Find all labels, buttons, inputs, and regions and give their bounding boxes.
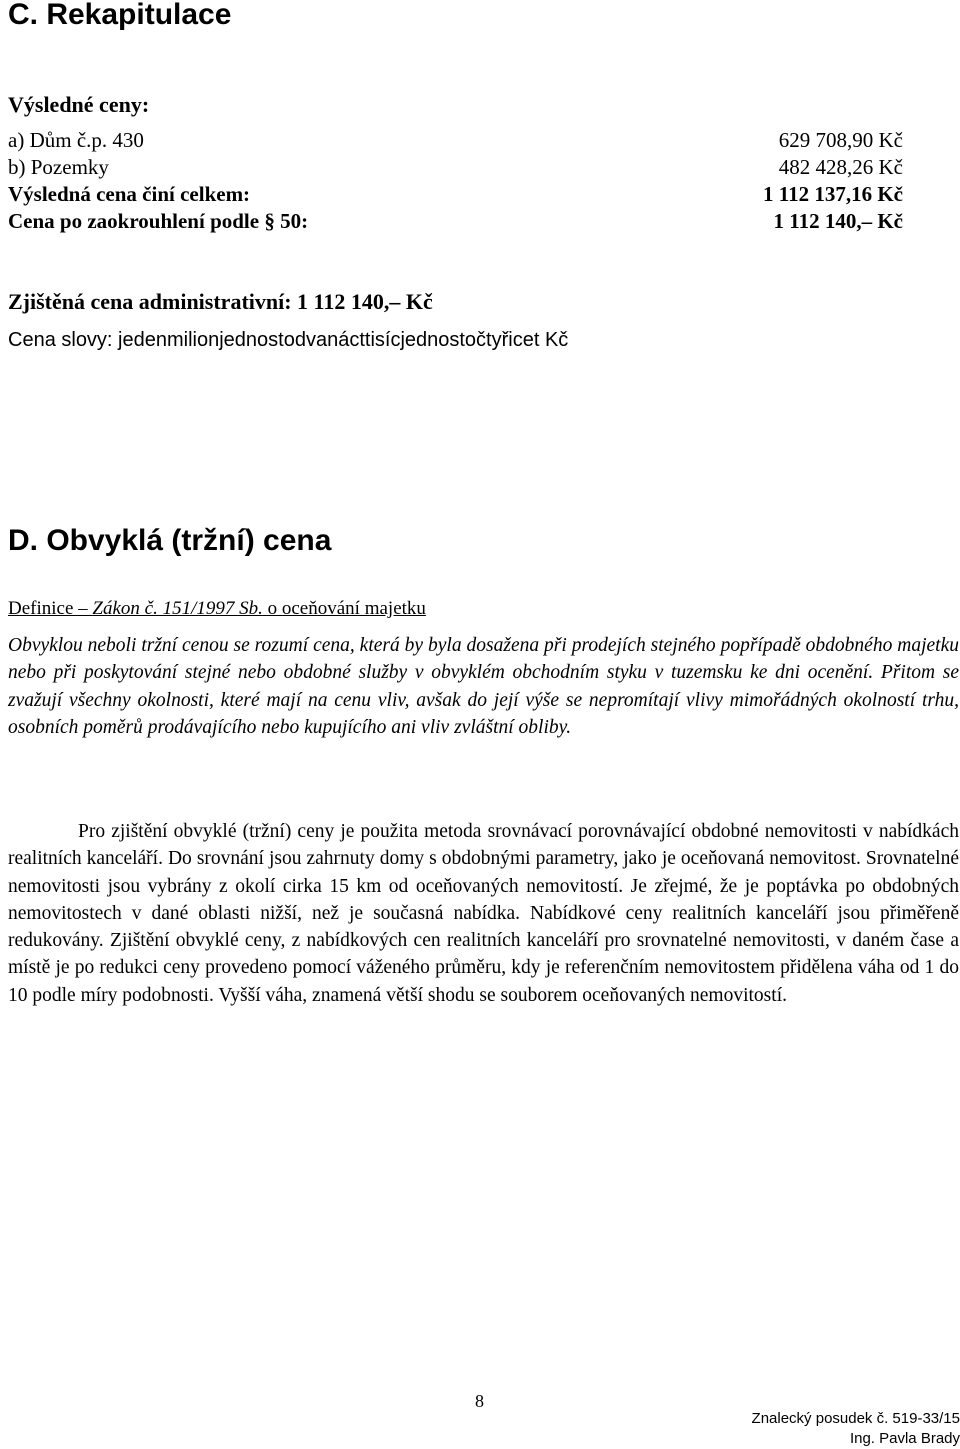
price-row-label: Cena po zaokrouhlení podle § 50: [8,209,309,233]
price-in-words: Cena slovy: jedenmilionjednostodvanácttisícjednostočtyřicet Kč [8,329,569,351]
price-row-rounded [8,209,903,235]
administrative-price: Zjištěná cena administrativní: 1 112 140,– Kč [8,289,433,314]
method-paragraph: Pro zjištění obvyklé (tržní) ceny je použita metoda srovnávací porovnávající obdobné nemovitosti v nabídkách realitních kanceláří. Do srovnání jsou zahrnuty domy s obdobnými parametry, jako je oceňovaná nemovitost. Srovnatelné nemovitosti jsou vybrány z okolí cirka 15 km od oceňovaných nemovitostí. Je zřejmé, že je poptávka po obdobných nemovitostech v dané oblasti nižší, než je současná nabídka. Nabídkové ceny realitních kanceláří jsou přiměřeně redukovány. Zjištění obvyklé ceny, z nabídkových cen realitních kanceláří pro srovnatelné nemovitosti, v daném čase a místě je po redukci ceny provedeno pomocí váženého průměru, kdy je referenčním nemovitostem přidělena váha od 1 do 10 podle míry podobnosti. Vyšší váha, znamená větší shodu se souborem oceňovaných nemovitostí. [8,821,959,1006]
definition-law-suffix: o oceňování majetku [262,598,426,619]
price-row-label: a) Dům č.p. 430 [8,128,144,152]
section-d-title: D. Obvyklá (tržní) cena [8,524,332,557]
page-number: 8 [475,1391,484,1411]
price-row-house [8,128,903,154]
definition-law: Zákon č. 151/1997 Sb. [92,598,263,619]
price-row-value: 1 112 137,16 Kč [763,182,903,206]
section-c-title: C. Rekapitulace [8,0,232,31]
price-row-label: b) Pozemky [8,155,109,179]
definition-paragraph: Obvyklou neboli tržní cenou se rozumí cena, která by byla dosažena při prodejích stejného popřípadě obdobného majetku nebo při poskytování stejné nebo obdobné služby v obvyklém obchodním styku v tuzemsku ke dni ocenění. Přitom se zvažují všechny okolnosti, které mají na cenu vliv, avšak do její výše se nepromítají vlivy mimořádných okolností trhu, osobních poměrů prodávajícího nebo kupujícího ani vliv zvláštní obliby. [8,635,959,738]
price-row-land [8,155,903,181]
price-row-total [8,182,903,208]
footer-author: Ing. Pavla Brady [849,1430,960,1447]
definition-prefix: Definice – [8,598,93,619]
price-row-value: 482 428,26 Kč [778,155,903,179]
results-heading: Výsledné ceny: [8,92,150,117]
definition-reference [8,598,426,620]
price-row-value: 629 708,90 Kč [778,128,903,152]
price-row-label: Výsledná cena činí celkem: [8,182,251,206]
footer-report-id: Znalecký posudek č. 519-33/15 [751,1410,960,1427]
price-row-value: 1 112 140,– Kč [773,209,903,233]
